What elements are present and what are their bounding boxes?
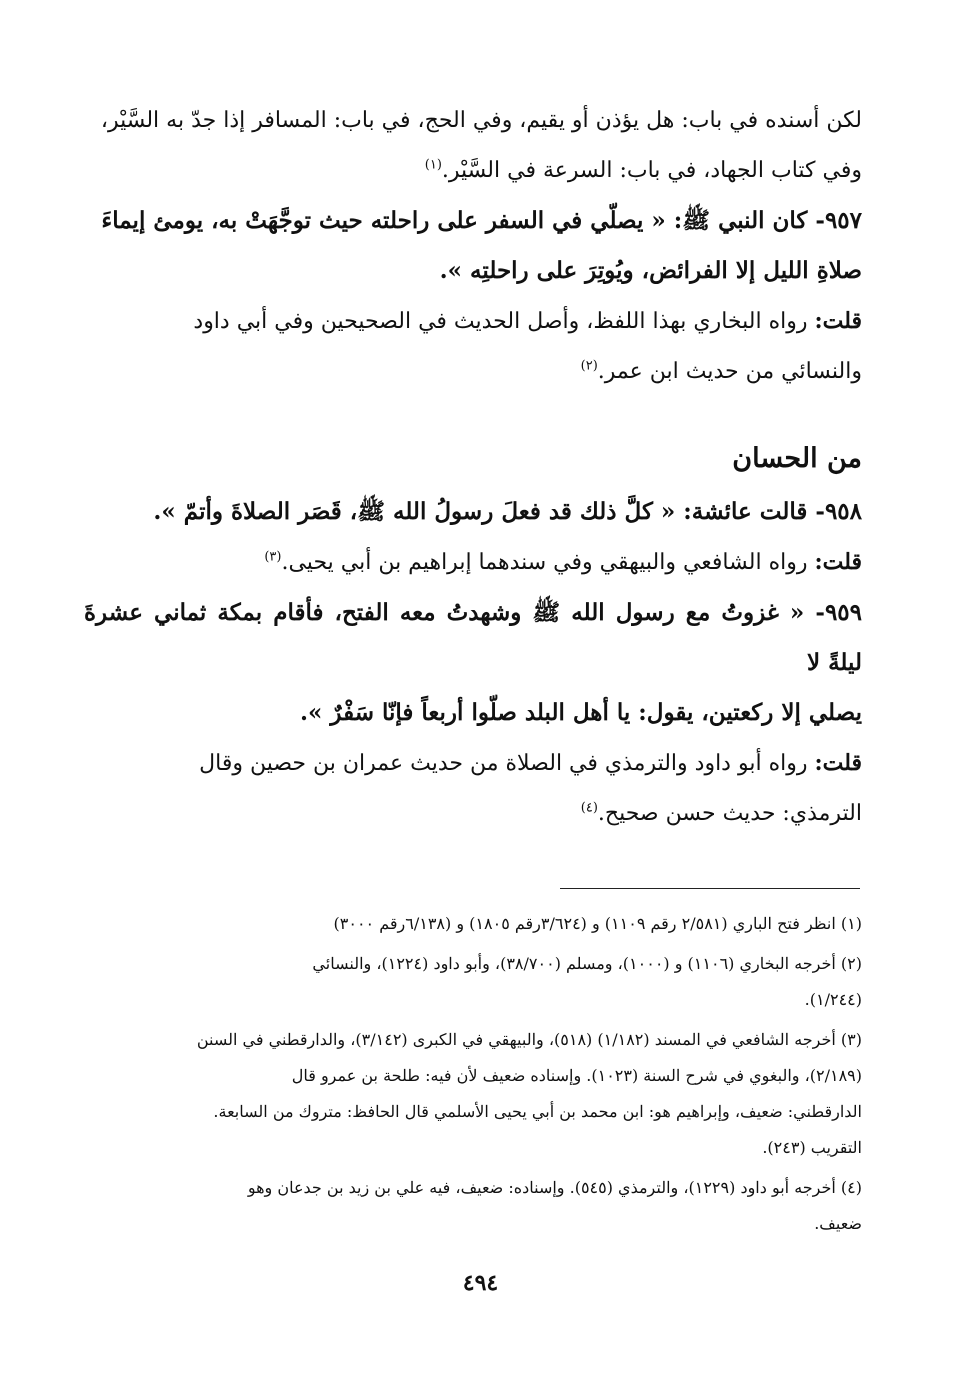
footnote-ref: (٢)	[580, 358, 598, 374]
footnote-2-line: (١/٢٤٤).	[804, 990, 862, 1009]
footnote-ref: (١)	[424, 157, 442, 173]
page-body	[84, 96, 862, 839]
footnote-4-line: ضعيف.	[814, 1214, 862, 1233]
footnote-ref: (٤)	[580, 800, 598, 816]
footnote-3-line: الدارقطني: ضعيف، وإبراهيم هو: ابن محمد بن أبي يحيى الأسلمي قال الحافظ: متروك من السابعة.	[213, 1102, 862, 1121]
footnote-1: (١) انظر فتح الباري (٢/٥٨١ رقم ١١٠٩) و (٣/٦٢٤رقم ١٨٠٥) و (٦/١٣٨رقم ٣٠٠٠)	[333, 914, 862, 933]
commentary-957: والنسائي من حديث ابن عمر.$^{(٢)}$	[580, 358, 862, 384]
hadith-957-line: صلاةِ الليل إلا الفرائض، ويُوتِرَ على راحلتِه ».	[439, 257, 862, 284]
paragraph-line: وفي كتاب الجهاد، في باب: السرعة في السَّيْر.$^{(١)}$	[424, 157, 862, 183]
footnote-3-line: (٣) أخرجه الشافعي في المسند (١/١٨٢) (٥١٨)، والبيهقي في الكبرى (٣/١٤٢)، والدارقطني في السنن	[196, 1030, 862, 1049]
footnote-divider	[560, 888, 860, 889]
qult-label: قلت:	[814, 549, 862, 575]
hadith-959-line: ٩٥٩- « غزوتُ مع رسول الله ﷺ وشهدتُ معه الفتح، فأقام بمكة ثماني عشرةَ ليلةً لا	[84, 599, 862, 676]
qult-label: قلت:	[814, 750, 862, 776]
commentary-958: قلت: رواه الشافعي والبيهقي وفي سندهما إبراهيم بن أبي يحيى.$^{(٣)}$	[264, 549, 862, 575]
section-title: من الحسان	[732, 443, 862, 474]
commentary-959: قلت: رواه أبو داود والترمذي في الصلاة من حديث عمران بن حصين وقال	[199, 750, 862, 776]
footnotes	[84, 906, 862, 1242]
qult-label: قلت:	[814, 308, 862, 334]
hadith-959-line: يصلي إلا ركعتين، يقول: يا أهل البلد صلّوا أربعاً فإنّا سَفْرٌ ».	[300, 699, 862, 726]
page-number: ٤٩٤	[462, 1270, 499, 1296]
hadith-958: ٩٥٨- قالت عائشة: « كلَّ ذلك قد فعلَ رسولُ الله ﷺ، قَصَر الصلاةَ وأتمّ ».	[153, 498, 862, 525]
footnote-2-line: (٢) أخرجه البخاري (١١٠٦) و (١٠٠٠)، ومسلم (٣٨/٧٠٠)، وأبو داود (١٢٢٤)، والنسائي	[312, 954, 862, 973]
hadith-957-line: ٩٥٧- كان النبي ﷺ: « يصلّي في السفر على راحلته حيث توجَّهَتْ به، يومئ إيماءَ	[101, 207, 862, 234]
footnote-3-line: (٢/١٨٩)، والبغوي في شرح السنة (١٠٢٣). وإسناده ضعيف لأن فيه: طلحة بن عمرو قال	[291, 1066, 862, 1085]
commentary-959: الترمذي: حديث حسن صحيح.$^{(٤)}$	[580, 800, 862, 826]
paragraph-line: لكن أسنده في باب: هل يؤذن أو يقيم، وفي الحج، في باب: المسافر إذا جدّ به السَّيْر،	[100, 108, 862, 133]
commentary-957: قلت: رواه البخاري بهذا اللفظ، وأصل الحديث في الصحيحين وفي أبي داود	[193, 308, 862, 334]
footnote-3-line: التقريب (٢٤٣).	[762, 1138, 862, 1157]
footnote-4-line: (٤) أخرجه أبو داود (١٢٢٩)، والترمذي (٥٤٥). وإسناده: ضعيف، فيه علي بن زيد بن جدعان وهو	[247, 1178, 862, 1197]
footnote-ref: (٣)	[264, 549, 282, 565]
